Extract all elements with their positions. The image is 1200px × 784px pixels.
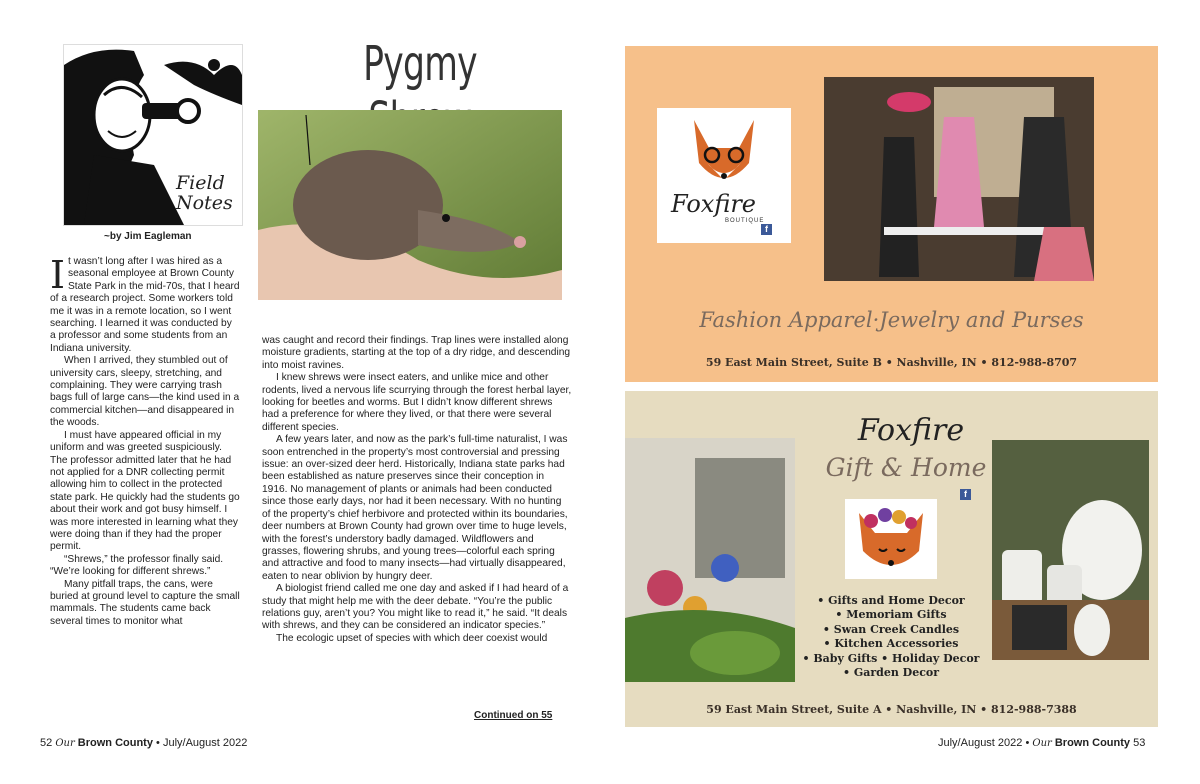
gift-home-name: Foxfire: [857, 413, 965, 448]
boutique-logo: [657, 108, 791, 243]
storefront-photo: [625, 438, 795, 682]
column-logo-text: Field Notes: [176, 172, 233, 214]
paragraph: A few years later, and now as the park’s full-time naturalist, I was soon entrenched in the property’s most controversial and pressing issue: an over-sized deer herd. Historically, Indiana state parks had been established as nature preserves since their conception in 1916. No management of plants or animals had been conducted since those early days, nor had it been necessary. With no hunting of the property’s chief herbivore and protected within its boundaries, deer numbers at Brown County had grown over time to huge levels, with the forest’s understory badly damaged. Wildflowers and grasses, flowering shrubs, and young trees—colorful each spring and attractive and food to many insects—had virtually disappeared, eaten to near oblivion by hungry deer.: [262, 434, 568, 582]
boutique-logo-text: Foxfire: [671, 190, 757, 218]
boutique-tagline: Fashion Apparel·Jewelry and Purses: [699, 308, 1084, 332]
list-item: • Baby Gifts • Holiday Decor: [802, 651, 980, 665]
shrew-photo: [258, 110, 562, 300]
gift-home-ad: [625, 391, 1158, 727]
list-item: • Gifts and Home Decor: [817, 594, 965, 607]
paragraph: I must have appeared official in my uniform and was greeted suspiciously. The professor admitted later that he had not applied for a DNR collecting permit allowing him to collect in the protected state park. He quickly had the students go about their work and got busy himself. I was more interested in learning what they were doing than if they had the proper permit.: [50, 429, 240, 553]
boutique-logo-sub: BOUTIQUE: [725, 218, 765, 224]
boutique-address: 59 East Main Street, Suite B • Nashville, IN • 812-988-8707: [705, 356, 1078, 369]
gift-shelf-photo: [992, 440, 1149, 660]
paragraph: When I arrived, they stumbled out of university cars, sleepy, stretching, and complaining. They were carrying trash bags full of large cans—the kind used in a commercial kitchen—and disappeared in the woods.: [50, 355, 240, 429]
boutique-photo: [824, 77, 1094, 281]
list-item: • Kitchen Accessories: [823, 637, 959, 651]
folio-left: 52 Our Brown County • July/August 2022: [40, 737, 248, 749]
article-title: Pygmy: [363, 36, 477, 92]
folio-right: July/August 2022 • Our Brown County 53: [938, 737, 1146, 749]
paragraph: I knew shrews were insect eaters, and unlike mice and other rodents, lived a nervous life scurrying through the forest herbal layer, looking for beetles and worms. But I didn’t know different shrews had a preference for where they lived, or that there were several different species.: [262, 372, 572, 433]
gift-home-logo: [845, 499, 937, 579]
article-column-1: [50, 253, 240, 628]
boutique-ad: [625, 46, 1158, 382]
facebook-icon[interactable]: f: [960, 489, 971, 500]
gift-home-address: 59 East Main Street, Suite A • Nashville, IN • 812-988-7388: [706, 703, 1077, 716]
byline: ~by Jim Eagleman: [104, 231, 192, 242]
list-item: • Memoriam Gifts: [835, 608, 947, 622]
paragraph: Many pitfall traps, the cans, were buried at ground level to capture the small mammals. The students came back several times to monitor what: [50, 578, 240, 627]
paragraph: was caught and record their findings. Trap lines were installed along moisture gradients, starting at the top of a dry ridge, and descending into moist ravines.: [262, 335, 571, 371]
gift-home-items: [801, 594, 981, 680]
gift-home-sub: Gift & Home: [825, 453, 987, 482]
paragraph: A biologist friend called me one day and asked if I had heard of a study that might help me with the deer debate. “You’re the public relations guy, aren’t you? You might like to read it,” he said. “It deals with shrews, and they can be considered an indicator species.”: [262, 583, 569, 632]
drop-cap: I: [50, 253, 66, 297]
field-notes-illustration: [63, 44, 243, 226]
list-item: • Swan Creek Candles: [822, 622, 960, 636]
paragraph: It wasn’t long after I was hired as a seasonal employee at Brown County State Park in the mid-70s, that I heard of a research project. Some workers told me it was in a remote location, so I went searching. I learned it was conducted by a professor and some students from an Indiana university.: [50, 253, 240, 354]
continued-link[interactable]: Continued on 55: [474, 710, 553, 721]
list-item: • Garden Decor: [842, 666, 940, 680]
paragraph: “Shrews,” the professor finally said. “We’re looking for different shrews.”: [50, 553, 224, 578]
paragraph: The ecologic upset of species with which deer coexist would: [276, 632, 548, 644]
article-column-2: [262, 335, 572, 645]
facebook-icon[interactable]: f: [761, 224, 772, 235]
